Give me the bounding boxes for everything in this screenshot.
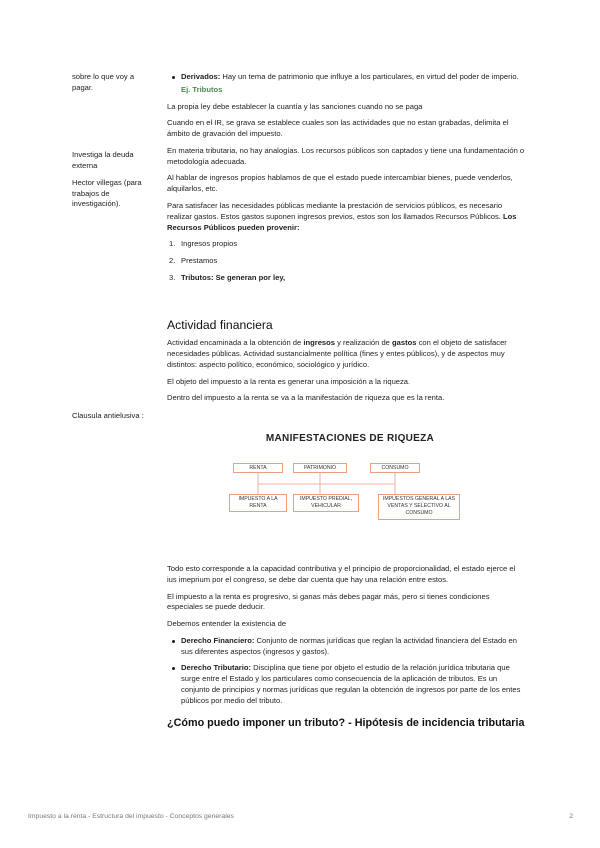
paragraph: Al hablar de ingresos propios hablamos de que el estado puede intercambiar bienes, puede venderlos, alquilarlos, etc.: [167, 173, 513, 194]
law-list: [167, 636, 525, 707]
lower-block: [167, 564, 525, 730]
resources-paragraph: Para satisfacer las necesidades públicas mediante la prestación de servicios públicos, es necesario realizar gastos. Estos gastos suponen ingresos previos, estos son los llamados Recursos Públicos. Los Recursos Públicos pueden provenir:: [167, 201, 517, 232]
paragraph: El objeto del impuesto a la renta es generar una imposición a la riqueza.: [167, 376, 411, 386]
side-note-pagar: sobre lo que voy a pagar.: [72, 72, 135, 92]
paragraph: Dentro del impuesto a la renta se va a la manifestación de riqueza que es la renta.: [167, 393, 445, 403]
paragraph: Cuando en el IR, se grava se establece cuales son las actividades que no estan grabadas, delimita el ámbito de gravación del impuesto.: [167, 118, 509, 139]
section-heading: ¿Cómo puedo imponer un tributo? - Hipótesis de incidencia tributaria: [167, 716, 525, 729]
side-note-deuda-externa: Investiga la deuda externa: [72, 150, 134, 170]
side-note-clausula: Clausula antielusiva :: [72, 411, 144, 420]
derivados-list: [167, 72, 525, 83]
paragraph: El impuesto a la renta es progresivo, si ganas más debes pagar más, pero si tienes condiciones especiales se puede deducir.: [167, 591, 490, 612]
section-heading: Actividad financiera: [167, 318, 273, 332]
paragraph: Actividad encaminada a la obtención de ingresos y realización de gastos con el objeto de satisfacer necesidades públicas. Actividad sustancialmente política (fines y entes públicos), y de aspectos muy distintos: aspecto político, económico, sociológico y jurídico.: [167, 338, 507, 369]
box-impuesto-renta: IMPUESTO A LA RENTA: [229, 494, 287, 512]
box-impuesto-ventas: IMPUESTOS GENERAL A LAS VENTAS Y SELECTIVO AL CONSUMO: [378, 494, 460, 520]
list-item: Derecho Tributario: Disciplina que tiene por objeto el estudio de la relación jurídica tributaria que surge entre el Estado y los particulares como consecuencia de la aplicación de tributos. Es un conjunto de principios y normas jurídicas que regulan la obtención de ingresos por parte de los entes públicos por medio del tributo.: [167, 663, 525, 706]
paragraph: Todo esto corresponde a la capacidad contributiva y el principio de proporcionalidad, el estado ejerce el ius imeprium por el congreso, se debe dar cuenta que hay una relación entre estos.: [167, 564, 516, 584]
list-item: 3. Tributos: Se generan por ley,: [169, 272, 286, 282]
box-patrimonio: PATRIMONIO: [293, 463, 347, 473]
box-renta: RENTA: [233, 463, 283, 473]
diagram-title: MANIFESTACIONES DE RIQUEZA: [265, 433, 435, 444]
box-consumo: CONSUMO: [370, 463, 420, 473]
list-item: 1. Ingresos propios: [169, 239, 238, 249]
footer-title: Impuesto a la renta - Estructura del impuesto - Conceptos generales: [28, 813, 234, 820]
resources-list: [167, 239, 525, 283]
box-impuesto-predial: IMPUESTO PREDIAL, VEHICULAR: [293, 494, 359, 512]
page-number: 2: [569, 813, 573, 820]
top-block: [167, 72, 525, 284]
list-item: 2. Prestamos: [169, 256, 218, 266]
list-item: Derecho Financiero: Conjunto de normas jurídicas que reglan la actividad financiera del Estado en sus diferentes aspectos (ingresos y gastos).: [167, 636, 525, 658]
riqueza-diagram: [225, 432, 475, 522]
paragraph: Debemos entender la existencia de: [167, 619, 287, 629]
paragraph: En materia tributaria, no hay analogías. Los recursos públicos son captados y tiene una fundamentación o metodología adecuada.: [167, 145, 525, 166]
section-actividad-financiera: [167, 318, 525, 404]
paragraph: La propia ley debe establecer la cuantía y las sanciones cuando no se paga: [167, 101, 423, 111]
list-item: Derivados: Hay un tema de patrimonio que influye a los particulares, en virtud del poder de imperio.: [167, 72, 525, 83]
side-note-hector-villegas: Hector villegas (para trabajos de investigación).: [72, 178, 142, 209]
page-footer: [28, 812, 573, 822]
example-label: Ej. Tributos: [181, 84, 223, 94]
